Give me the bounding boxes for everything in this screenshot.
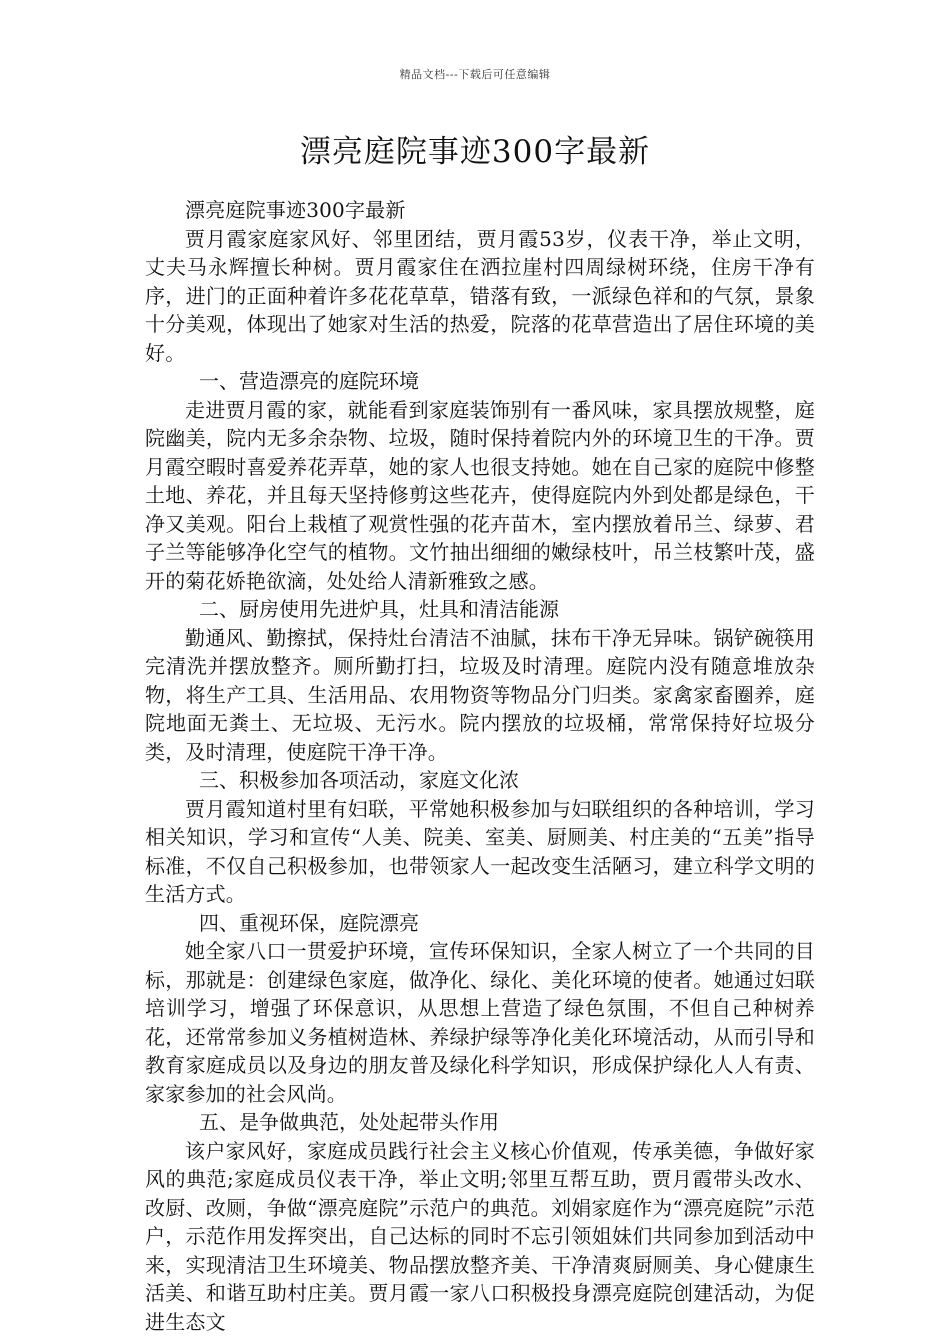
- section-text-3: 贾月霞知道村里有妇联，平常她积极参加与妇联组织的各种培训，学习相关知识，学习和宣传“人美、院美、室美、厨厕美、村庄美的“五美”指导标准，不仅自己积极参加，也带领家人一起改变生活陋习，建立科学文明的生活方式。: [145, 796, 815, 906]
- document-subtitle: 漂亮庭院事迹300字最新: [185, 198, 406, 222]
- document-body: [145, 196, 815, 1336]
- document-title: 漂亮庭院事迹300字最新: [299, 134, 651, 170]
- section-heading-3: 三、积极参加各项活动，家庭文化浓: [199, 768, 519, 792]
- section-text-4: 她全家八口一贯爱护环境，宣传环保知识，全家人树立了一个共同的目标，那就是：创建绿色家庭，做净化、绿化、美化环境的使者。她通过妇联培训学习，增强了环保意识，从思想上营造了绿色氛围，不但自己种树养花，还常常参加义务植树造林、养绿护绿等净化美化环境活动，从而引导和教育家庭成员以及身边的朋友普及绿化科学知识，形成保护绿化人人有责、家家参加的社会风尚。: [145, 939, 815, 1106]
- section-heading-2: 二、厨房使用先进炉具，灶具和清洁能源: [199, 597, 559, 621]
- section-heading-4: 四、重视环保，庭院漂亮: [199, 910, 419, 935]
- section-text-5: 该户家风好，家庭成员践行社会主义核心价值观，传承美德，争做好家风的典范;家庭成员仪表干净，举止文明;邻里互帮互助，贾月霞带头改水、改厨、改厕，争做“漂亮庭院”示范户的典范。刘娟家庭作为“漂亮庭院”示范户，示范作用发挥突出，自己达标的同时不忘引领姐妹们共同参加到活动中来，实现清洁卫生环境美、物品摆放整齐美、干净清爽厨厕美、身心健康生活美、和谐互助村庄美。贾月霞一家八口积极投身漂亮庭院创建活动，为促进生态文: [145, 1138, 815, 1334]
- intro-paragraph: 贾月霞家庭家风好、邻里团结，贾月霞53岁，仪表干净，举止文明，丈夫马永辉擅长种树。贾月霞家住在洒拉崖村四周绿树环绕，住房干净有序，进门的正面种着许多花花草草，错落有致，一派绿色祥和的气氛，景象十分美观，体现出了她家对生活的热爱，院落的花草营造出了居住环境的美好。: [145, 226, 815, 365]
- page-header-note: 精品文档---下载后可任意编辑: [399, 68, 551, 81]
- section-text-1: 走进贾月霞的家，就能看到家庭装饰别有一番风味，家具摆放规整，庭院幽美，院内无多余杂物、垃圾，随时保持着院内外的环境卫生的干净。贾月霞空暇时喜爱养花弄草，她的家人也很支持她。她在自己家的庭院中修整土地、养花，并且每天坚持修剪这些花卉，使得庭院内外到处都是绿色，干净又美观。阳台上栽植了观赏性强的花卉苗木，室内摆放着吊兰、绿萝、君子兰等能够净化空气的植物。文竹抽出细细的嫩绿枝叶，吊兰枝繁叶茂，盛开的菊花娇艳欲滴，处处给人清新雅致之感。: [145, 397, 815, 593]
- section-text-2: 勤通风、勤擦拭，保持灶台清洁不油腻，抹布干净无异味。锅铲碗筷用完清洗并摆放整齐。厕所勤打扫，垃圾及时清理。庭院内没有随意堆放杂物，将生产工具、生活用品、农用物资等物品分门归类。家禽家畜圈养，庭院地面无粪土、无垃圾、无污水。院内摆放的垃圾桶，常常保持好垃圾分类，及时清理，使庭院干净干净。: [145, 625, 815, 764]
- section-heading-5: 五、是争做典范，处处起带头作用: [199, 1110, 499, 1134]
- section-heading-1: 一、营造漂亮的庭院环境: [199, 369, 419, 393]
